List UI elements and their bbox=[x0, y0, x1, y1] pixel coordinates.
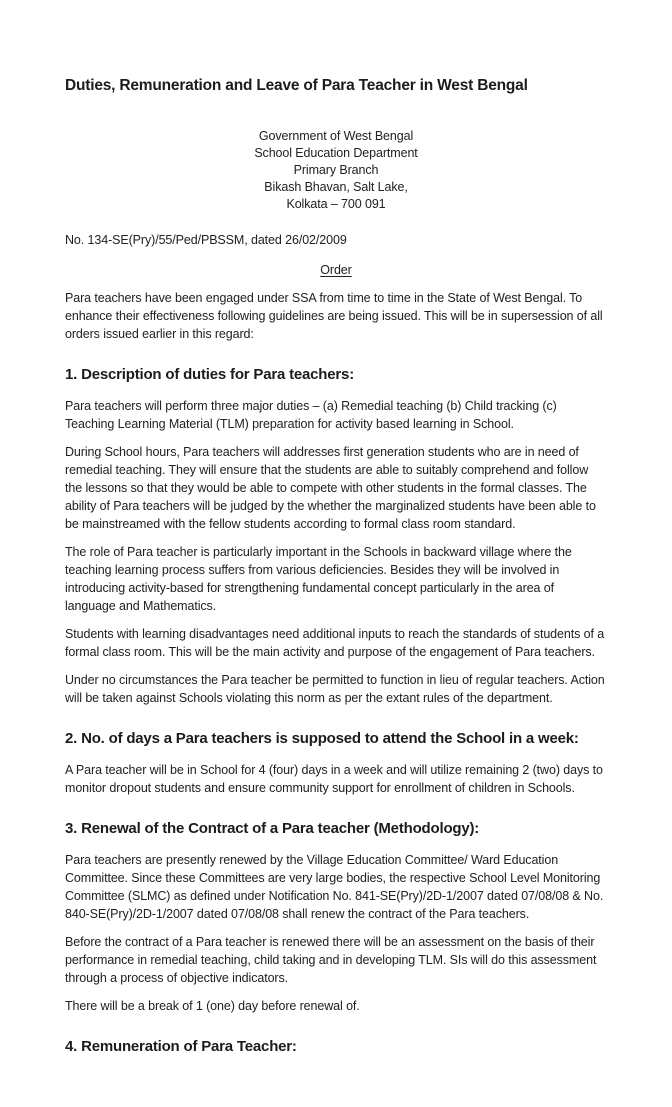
letterhead-line-branch: Primary Branch bbox=[293, 163, 379, 177]
order-heading-label: Order bbox=[320, 263, 352, 277]
reference-number: No. 134-SE(Pry)/55/Ped/PBSSM, dated 26/02/2009 bbox=[65, 233, 347, 247]
section-1-paragraph: Under no circumstances the Para teacher be permitted to function in lieu of regular teachers. Action will be taken against Schools violating this norm as per the extant rules of the department. bbox=[65, 673, 605, 705]
section-1-paragraph: Students with learning disadvantages need additional inputs to reach the standards of students of a formal class room. This will be the main activity and purpose of the engagement of Para teachers. bbox=[65, 627, 605, 659]
section-2-heading: 2. No. of days a Para teachers is supposed to attend the School in a week: bbox=[65, 730, 579, 747]
letterhead-line-address: Bikash Bhavan, Salt Lake, bbox=[264, 180, 408, 194]
section-1-paragraph: Para teachers will perform three major duties – (a) Remedial teaching (b) Child tracking (c) Teaching Learning Material (TLM) preparation for activity based learning in School. bbox=[65, 399, 557, 431]
section-3-paragraph: Para teachers are presently renewed by the Village Education Committee/ Ward Education Committee. Since these Committees are very large bodies, the respective School Level Monitoring Committee (SLMC) as defined under Notification No. 841-SE(Pry)/2D-1/2007 dated 07/08/08 & No. 840-SE(Pry)/2D-1/2007 dated 07/08/08 shall renew the contract of the Para teachers. bbox=[65, 853, 604, 921]
letterhead-block bbox=[65, 128, 607, 213]
intro-paragraph: Para teachers have been engaged under SSA from time to time in the State of West Bengal. To enhance their effectiveness following guidelines are being issued. This will be in supersession of all orders issued earlier in this regard: bbox=[65, 291, 603, 341]
document-title: Duties, Remuneration and Leave of Para Teacher in West Bengal bbox=[65, 77, 528, 94]
section-1-paragraph: During School hours, Para teachers will addresses first generation students who are in need of remedial teaching. They will ensure that the students are able to suitably comprehend and follow the lessons so that they would be able to compete with other students in the formal classes. The ability of Para teachers will be judged by the whether the marginalized students have been able to be mainstreamed with the fellow students according to formal class room standard. bbox=[65, 445, 596, 531]
order-heading bbox=[65, 262, 607, 279]
section-3-paragraph: There will be a break of 1 (one) day before renewal of. bbox=[65, 999, 360, 1013]
section-3-paragraph: Before the contract of a Para teacher is renewed there will be an assessment on the basis of their performance in remedial teaching, child taking and in developing TLM. SIs will do this assessment through a process of objective indicators. bbox=[65, 935, 597, 985]
section-2-paragraph: A Para teacher will be in School for 4 (four) days in a week and will utilize remaining 2 (two) days to monitor dropout students and ensure community support for enrollment of children in Schools. bbox=[65, 763, 603, 795]
letterhead-line-department: School Education Department bbox=[254, 146, 418, 160]
section-4-heading: 4. Remuneration of Para Teacher: bbox=[65, 1038, 297, 1055]
letterhead-line-city: Kolkata – 700 091 bbox=[286, 197, 386, 211]
section-3-heading: 3. Renewal of the Contract of a Para teacher (Methodology): bbox=[65, 820, 480, 837]
section-1-heading: 1. Description of duties for Para teachers: bbox=[65, 366, 354, 383]
letterhead-line-government: Government of West Bengal bbox=[258, 129, 414, 143]
section-1-paragraph: The role of Para teacher is particularly important in the Schools in backward village where the teaching learning process suffers from various deficiencies. Besides they will be involved in introducing activity-based for strengthening fundamental concept particularly in the area of language and Mathematics. bbox=[65, 545, 572, 613]
